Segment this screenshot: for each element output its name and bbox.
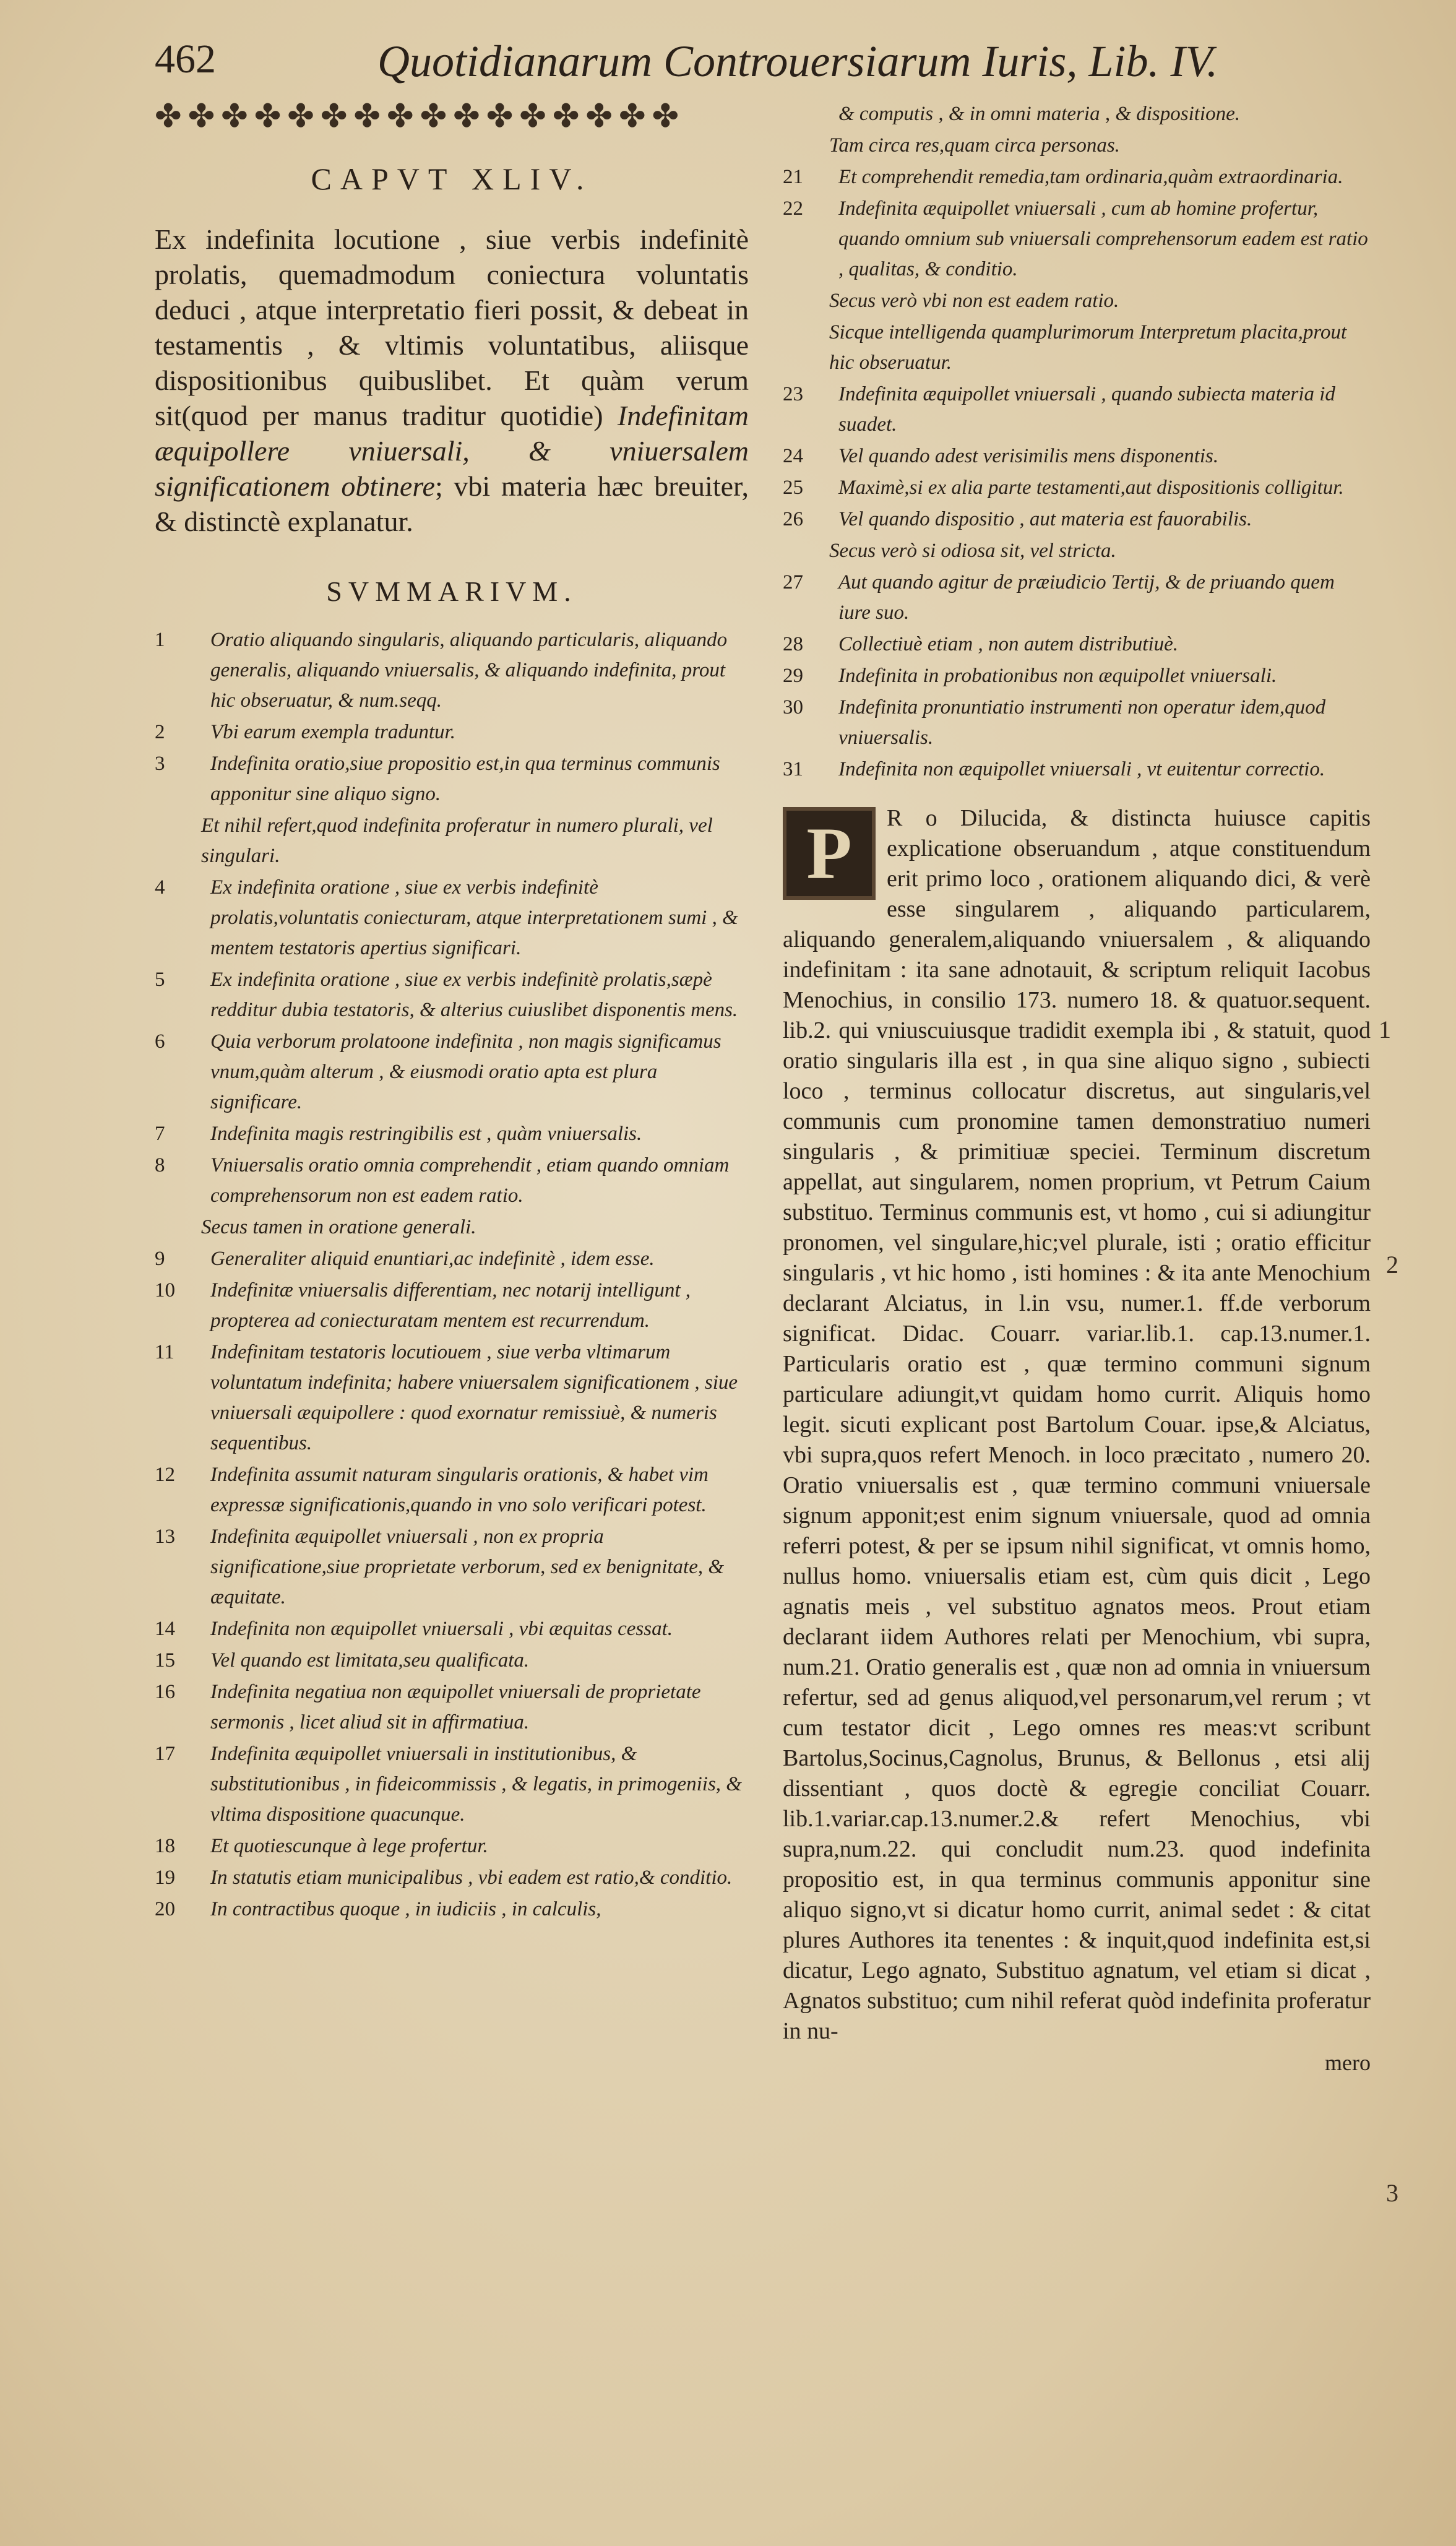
summary-entry — [155, 625, 749, 716]
summary-subentry: Secus verò vbi non est eadem ratio. — [829, 290, 1119, 312]
summary-entry-text: Aut quando agitur de præiudicio Tertij, & de priuando quem iure suo. — [838, 571, 1335, 624]
summary-entry-text: Indefinitam testatoris locutiouem , siue verba vltimarum voluntatum indefinita; habere vniuersalem significationem , siue vniuersali æquipollere : quod exornatur remissiuè, & numeris sequentibus. — [210, 1341, 738, 1454]
page-header — [155, 36, 1318, 92]
summary-entry-text: Indefinita assumit naturam singularis orationis, & habet vim expressæ significationis,quando in vno solo verificari potest. — [210, 1464, 709, 1516]
body-paragraph: R o Dilucida, & distincta huiusce capitis explicatione obseruandum , atque constituendum erit primo loco , orationem aliquando dici, & verè esse singularem , aliquando particularem, aliquando generalem,aliquando vniuersalem , & aliquando indefinitam : ita sane adnotauit, & scriptum reliquit Iacobus Menochius, in consilio 173. numero 18. & quatuor.sequent. lib.2. qui vniuscuiusque tradidit exempla ibi , & statuit, quod oratio singularis illa est , in qua sine aliquo signo , subiecti loco , terminus collocatur discretus, aut singularis,vel communis cum pronomine tamen demonstratiuo numeri singularis , & primitiuæ speciei. Terminum discretum appellat, aut singularem, nomen proprium, vt Petrum Caium substituo. Terminus communis est, vt homo , cui si adiungitur pronomen, vel singulare,hic;vel plurale, isti ; oratio efficitur singularis , vt hic homo , isti homines : & ita ante Menochium declarant Alciatus, in l.in vsu, numer.1. ff.de verborum significat. Didac. Couarr. variar.lib.1. cap.13.numer.1. Particularis oratio est , quæ termino communi signum particulare adiungit,vt quidam homo currit. Aliquis homo legit. sicuti explicant post Bartolum Couar. ipse,& Alciatus, vbi supra,quos refert Menoch. in loco præcitato , numero 20. Oratio vniuersalis est , quæ termino communi vniuersale signum apponit;est enim signum vniuersale, quod ad omnia referri potest, & per se ipsum nihil significat, vt omnis homo, nullus homo. vniuersalis etiam est, cùm quis dicit , Lego agnatis meis , vel substituo agnatos meos. Prout etiam declarant iidem Authores relati per Menochium, vbi supra, num.21. Oratio generalis est , quæ non ad omnia in vniuersum refertur, sed ad genus aliquod,vel personarum,vel rerum ; vt cum testator dicit , Lego omnes res meas:vt scribunt Bartolus,Socinus,Cagnolus, Brunus, & Bellonus , etsi alij dissentiant , quos doctè & egregie conciliat Couarr. lib.1.variar.cap.13.numer.2.& refert Menochius, vbi supra,num.22. qui concludit num.23. quod indefinita propositio est, in qua terminus communis apponitur sine aliquo signo,vt si dicatur homo currit, animal sedet : & citat plures Authores ita tenentes : & inquit,quod indefinita est,si dicatur, Lego agnato, Substituo agnatum, vel etiam si dicat , Agnatos substituo; cum nihil referat quòd indefinita proferatur in nu- — [783, 805, 1371, 2044]
summary-entry-number: 12 — [155, 1464, 175, 1486]
summary-entry-text: Vel quando est limitata,seu qualificata. — [210, 1649, 530, 1672]
summary-entry-number: 19 — [155, 1866, 175, 1889]
summary-entry — [155, 873, 749, 964]
summary-entry-text: Indefinita in probationibus non æquipollet vniuersali. — [838, 665, 1277, 687]
summary-entry-number: 10 — [155, 1279, 175, 1301]
summary-entry-text: Indefinita æquipollet vniuersali , cum ab homine profertur, quando omnium sub vniuersali comprehensorum eadem est ratio , qualitas, & conditio. — [838, 197, 1368, 280]
summary-entry-number: 9 — [155, 1248, 165, 1270]
summary-entry-text: In contractibus quoque , in iudiciis , in calculis, — [210, 1898, 601, 1920]
summary-entry-text: Indefinita oratio,siue propositio est,in qua terminus communis apponitur sine aliquo signo. — [210, 753, 720, 805]
catchword: mero — [1325, 2050, 1371, 2075]
summary-entry-number: 18 — [155, 1835, 175, 1857]
summary-continuation-sub: Tam circa res,quam circa personas. — [829, 134, 1120, 157]
summary-title: SVMMARIVM. — [326, 576, 577, 607]
rubric-text-c: ; vbi materia hæc breuiter, & distinctè explanatur. — [155, 470, 749, 537]
summary-entry — [155, 1894, 749, 1925]
summary-entry — [155, 1275, 749, 1336]
summary-entry-number: 23 — [783, 383, 803, 405]
summary-entry-number: 27 — [783, 571, 803, 593]
summary-entry-number: 15 — [155, 1649, 175, 1672]
summary-subentry: Sicque intelligenda quamplurimorum Interpretum placita,prout hic obseruatur. — [829, 321, 1347, 374]
chapter-title: CAPVT XLIV. — [311, 162, 593, 196]
summary-entry — [155, 1150, 749, 1211]
summary-subentry: Secus verò si odiosa sit, vel stricta. — [829, 540, 1116, 562]
summary-entry-text: Indefinita magis restringibilis est , quàm vniuersalis. — [210, 1123, 642, 1145]
summary-entry-text: Indefinita æquipollet vniuersali in institutionibus, & substitutionibus , in fideicommissis , & legatis, in primogeniis, & vltima dispositione quacunque. — [210, 1743, 742, 1826]
summary-entry — [783, 504, 1371, 535]
summary-entry-number: 24 — [783, 445, 803, 467]
summary-entry-number: 31 — [783, 758, 803, 780]
summary-entry-number: 20 — [155, 1898, 175, 1920]
running-title: Quotidianarum Controuersiarum Iuris, Lib. IV. — [377, 37, 1218, 86]
summary-entry-text: Et quotiescunque à lege profertur. — [210, 1835, 488, 1857]
margin-number: 1 — [1379, 1016, 1391, 1043]
left-column — [155, 161, 749, 1926]
summary-entry-text: Ex indefinita oratione , siue ex verbis indefinitè prolatis,sæpè redditur dubia testatoris, & alterius cuiuslibet disponentis mens. — [210, 969, 738, 1021]
summary-entry-number: 7 — [155, 1123, 165, 1145]
summary-entry — [155, 1677, 749, 1738]
summary-entry-number: 28 — [783, 633, 803, 655]
summary-entry — [155, 1739, 749, 1830]
summary-entry — [783, 567, 1371, 628]
summary-entry — [155, 717, 749, 748]
summary-entry — [783, 629, 1371, 660]
summary-entry — [783, 661, 1371, 691]
summary-entry-text: Vbi earum exempla traduntur. — [210, 721, 455, 743]
summary-entry-number: 6 — [155, 1030, 165, 1053]
summary-entry-number: 16 — [155, 1681, 175, 1703]
summary-entry-text: Indefinita æquipollet vniuersali , quando subiecta materia id suadet. — [838, 383, 1335, 436]
summary-entry-number: 2 — [155, 721, 165, 743]
summary-entry — [783, 473, 1371, 503]
page-number: 462 — [155, 37, 216, 82]
summary-entry — [155, 1027, 749, 1118]
summary-entry — [783, 693, 1371, 753]
summary-entry-number: 13 — [155, 1525, 175, 1548]
summary-entry-number: 26 — [783, 508, 803, 530]
summary-entry-text: Generaliter aliquid enuntiari,ac indefinitè , idem esse. — [210, 1248, 655, 1270]
margin-number: 3 — [1386, 2179, 1398, 2207]
rubric-text-b: Indefinitam æquipollere vniuersali, & vniuersalem significationem obtinere — [155, 400, 749, 502]
summary-entry — [155, 1863, 749, 1893]
summary-entry-text: Indefinitæ vniuersalis differentiam, nec notarij intelligunt , propterea ad coniecturatam mentem est recurrendum. — [210, 1279, 691, 1332]
rubric-text-a: Ex indefinita locutione , siue verbis indefinitè prolatis, quemadmodum coniectura voluntatis deduci , atque interpretatio fieri possit, & debeat in testamentis , & vltimis voluntatibus, aliisque dispositionibus quibuslibet. Et quàm verum sit(quod per manus traditur quotidie) — [155, 223, 749, 431]
summary-entry-number: 30 — [783, 696, 803, 718]
summary-entry-number: 5 — [155, 969, 165, 991]
summary-entry — [155, 1119, 749, 1149]
chapter-rubric — [155, 222, 749, 539]
summary-entry — [783, 379, 1371, 440]
summary-entry-number: 21 — [783, 166, 803, 188]
margin-number: 2 — [1386, 1251, 1398, 1279]
summary-entry-text: In statutis etiam municipalibus , vbi eadem est ratio,& conditio. — [210, 1866, 733, 1889]
summary-entry — [155, 965, 749, 1025]
summary-entry-text: Indefinita æquipollet vniuersali , non ex propria significatione,siue proprietate verborum, sed ex benignitate, & æquitate. — [210, 1525, 725, 1608]
summary-entry — [155, 1614, 749, 1644]
summary-entry-text: Indefinita negatiua non æquipollet vniuersali de proprietate sermonis , licet aliud sit in affirmatiua. — [210, 1681, 701, 1733]
summary-entry — [155, 1337, 749, 1459]
summary-entry-text: Et comprehendit remedia,tam ordinaria,quàm extraordinaria. — [838, 166, 1343, 188]
summary-entry-number: 1 — [155, 629, 165, 651]
summary-entry-text: Indefinita non æquipollet vniuersali , vt euitentur correctio. — [838, 758, 1325, 780]
summary-entry-number: 3 — [155, 753, 165, 775]
summary-entry-number: 8 — [155, 1154, 165, 1176]
summary-entry-text: Vniuersalis oratio omnia comprehendit , etiam quando omniam comprehensorum non est eadem ratio. — [210, 1154, 730, 1207]
summary-list-right — [783, 162, 1371, 785]
summary-entry — [155, 1244, 749, 1274]
summary-list-left — [155, 625, 749, 1925]
summary-entry-text: Maximè,si ex alia parte testamenti,aut dispositionis colligitur. — [838, 477, 1344, 499]
summary-entry-text: Quia verborum prolatoone indefinita , non magis significamus vnum,quàm alterum , & eiusmodi oratio apta est plura significare. — [210, 1030, 722, 1113]
right-column — [783, 99, 1371, 2078]
summary-entry-number: 14 — [155, 1618, 175, 1640]
drop-cap: P — [783, 807, 876, 900]
summary-entry-number: 17 — [155, 1743, 175, 1765]
body-text — [783, 803, 1371, 2078]
summary-entry — [155, 749, 749, 809]
summary-entry-number: 29 — [783, 665, 803, 687]
summary-entry-text: Vel quando adest verisimilis mens disponentis. — [838, 445, 1219, 467]
summary-subentry: Et nihil refert,quod indefinita proferatur in numero plurali, vel singulari. — [201, 814, 713, 867]
summary-entry-text: Oratio aliquando singularis, aliquando particularis, aliquando generalis, aliquando vniuersalis, & aliquando indefinita, prout hic obseruatur, & num.seqq. — [210, 629, 728, 712]
summary-entry-number: 11 — [155, 1341, 174, 1363]
summary-entry-text: Indefinita pronuntiatio instrumenti non operatur idem,quod vniuersalis. — [838, 696, 1326, 749]
summary-entry — [783, 441, 1371, 472]
ornament-band: ✤✤✤✤✤✤✤✤✤✤✤✤✤✤✤✤ — [155, 99, 686, 134]
summary-entry-text: Vel quando dispositio , aut materia est fauorabilis. — [838, 508, 1252, 530]
summary-entry — [783, 754, 1371, 785]
summary-continuation: & computis , & in omni materia , & dispositione. — [838, 103, 1240, 125]
summary-entry — [155, 1522, 749, 1613]
summary-entry — [155, 1831, 749, 1862]
summary-subentry: Secus tamen in oratione generali. — [201, 1216, 476, 1238]
summary-entry — [155, 1460, 749, 1521]
summary-entry — [783, 194, 1371, 285]
summary-entry-text: Collectiuè etiam , non autem distributiuè. — [838, 633, 1179, 655]
summary-entry-number: 25 — [783, 477, 803, 499]
summary-entry-text: Indefinita non æquipollet vniuersali , vbi æquitas cessat. — [210, 1618, 673, 1640]
summary-entry — [783, 162, 1371, 192]
summary-entry-number: 4 — [155, 876, 165, 899]
summary-entry-number: 22 — [783, 197, 803, 220]
summary-entry — [155, 1646, 749, 1676]
summary-entry-text: Ex indefinita oratione , siue ex verbis indefinitè prolatis,voluntatis coniecturam, atque interpretationem sumi , & mentem testatoris apertius significari. — [210, 876, 738, 959]
